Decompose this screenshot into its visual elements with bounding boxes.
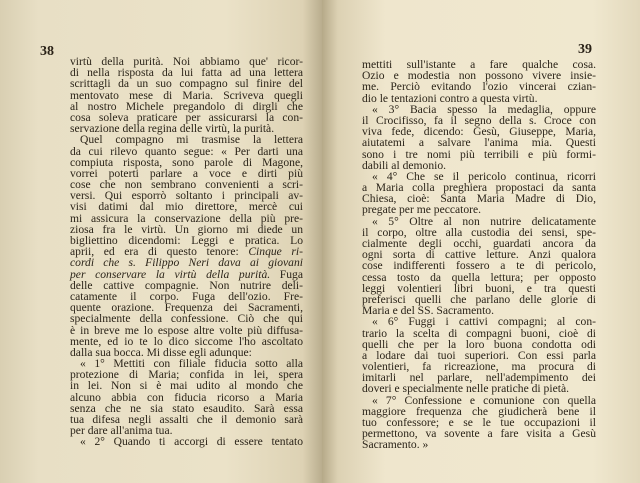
page-number-right: 39	[578, 42, 592, 57]
text-segment: mettiti sull'istante a fare qualche cosa.	[362, 58, 596, 71]
text-segment: pregate per me peccatore.	[362, 203, 482, 217]
text-segment: « 5° Oltre al non nutrire delicatamente	[372, 214, 596, 228]
text-segment: bigliettino dicendomi: Leggi e pratica. Lo	[70, 234, 303, 247]
text-segment: « 2° Quando ti accorgi di essere tentato	[80, 435, 303, 449]
text-segment: dalla sua bocca. Mi disse egli adunque:	[70, 345, 252, 359]
text-segment: « 7° Confessione e comunione con quella	[372, 393, 596, 407]
text-segment: visi datimi dal mio direttore, mercè cui	[70, 200, 303, 214]
text-segment: volentieri, fa ricreazione, ma procura di	[362, 360, 596, 374]
text-segment: virtù della purità. Noi abbiamo que' ricor-	[70, 55, 303, 68]
text-segment: per dare all'anima tua.	[70, 424, 173, 438]
text-segment: servazione della regina delle virtù, la purità.	[70, 122, 275, 136]
text-segment: « 4° Che se il pericolo continua, ricorri	[372, 169, 596, 183]
text-segment: sono i tre nomi più terribili e più formi-	[362, 147, 596, 161]
text-segment: trario la scelta di compagni buoni, cioè di	[362, 326, 596, 340]
text-segment: al nostro Michele pregandolo di dirgli che	[70, 99, 303, 113]
text-segment: doveri e specialmente nelle pratiche di pietà.	[362, 382, 569, 396]
text-segment: delle cattive compagnie. Non nutrire deli-	[70, 278, 303, 292]
text-segment: mi assicura la conservazione della più pre-	[70, 211, 303, 225]
text-segment: preferisci quelli che parlano delle glorie di	[362, 292, 596, 306]
text-segment: ogni sorta di cattive letture. Anzi qualora	[362, 248, 596, 262]
text-segment: a lodare dai tuoi superiori. Con essi parla	[362, 348, 596, 362]
text-segment: dio le tentazioni contro a questa virtù.	[362, 91, 538, 105]
text-segment: dabili al demonio.	[362, 158, 447, 172]
text-segment: « 3° Bacia spesso la medaglia, oppure	[372, 102, 596, 116]
text-segment: maggiore frequenza che giudicherà bene il	[362, 404, 596, 418]
text-segment: senza che ne sia stato esaudito. Sarà essa	[70, 401, 303, 415]
text-segment: cose indifferenti fossero a te di pericolo,	[362, 259, 596, 273]
text-segment: Chiesa, cioè: Santa Maria Madre di Dio,	[362, 192, 596, 206]
text-segment: vorrei poterti parlare a voce e dirti più	[70, 166, 303, 180]
text-segment: Ozio e modestia non possono vivere insie-	[362, 69, 596, 83]
text-segment: Quel compagno mi trasmise la lettera	[80, 133, 303, 147]
italic-text: cordi che s. Filippo Neri dava ai giovani	[70, 256, 303, 270]
text-segment: cialmente degli occhi, guardati ancora da	[362, 237, 596, 250]
text-segment: il Crocifisso, fa il segno della s. Croce con	[362, 113, 596, 127]
text-segment: alcuno abbia con fiducia ricorso a Maria	[70, 390, 303, 404]
text-segment: di nella risposta da lui fatta ad una lettera	[70, 66, 303, 80]
text-segment: versi. Qui esporrò soltanto i principali av-	[70, 189, 303, 203]
text-segment: quelli che per la loro buona condotta odi	[362, 337, 596, 351]
text-segment: mente, ed io te lo dico siccome l'ho ascoltato	[70, 334, 303, 348]
text-segment: quente orazione. Frequenza dei Sacramenti,	[70, 301, 303, 315]
text-segment: Maria e del SS. Sacramento.	[362, 304, 495, 318]
text-segment: « 1° Mettiti con filiale fiducia sotto alla	[80, 357, 303, 371]
text-segment: in lei. Non si è mai udito al mondo che	[70, 379, 303, 393]
text-segment: protezione di Maria; confida in lei, spera	[70, 368, 303, 382]
text-segment: il corpo, oltre alla custodia dei sensi, spe-	[362, 225, 596, 239]
text-segment: specialmente della confessione. Ciò che qui	[70, 312, 303, 326]
italic-text: Cinque ri-	[248, 245, 303, 259]
text-segment: mentovato mese di Maria. Scriveva quegli	[70, 88, 303, 102]
italic-text: per conservare la virtù della purità.	[70, 267, 271, 281]
text-segment: tua difesa negli assalti che il demonio sarà	[70, 413, 303, 426]
text-segment: tuo confessore; e se le tue occupazioni il	[362, 416, 596, 429]
text-segment: « 6° Fuggi i cattivi compagni; al con-	[372, 315, 596, 329]
text-segment: Fuga	[270, 267, 303, 281]
page-number-left: 38	[40, 44, 54, 59]
text-segment: cessa tosto da quella lettura; per opposto	[362, 270, 596, 284]
text-line	[70, 436, 303, 447]
text-segment: me. Perciò evitando l'ozio vincerai czian-	[362, 80, 596, 94]
text-segment: imitarli nel parlare, nell'adempimento dei	[362, 371, 596, 385]
left-page-body	[70, 56, 303, 448]
text-segment: leggi volentieri libri buoni, e tra questi	[362, 281, 596, 295]
text-segment: catamente il corpo. Fuga dell'ozio. Fre-	[70, 289, 303, 303]
text-segment: scrittagli da un suo compagno sul finire del	[70, 77, 303, 91]
right-page-body	[362, 59, 596, 451]
text-segment: aiutatemi a salvare l'anima mia. Questi	[362, 136, 596, 150]
text-segment: cose che non sembrano convenienti a scri-	[70, 178, 303, 192]
text-segment: Sacramento. »	[362, 438, 429, 452]
text-segment: viva fede, dicendo: Gesù, Giuseppe, Maria,	[362, 125, 596, 139]
text-segment: è in breve me lo espose altre volte più diffusa-	[70, 323, 303, 337]
text-segment: da cui rilevo quanto segue: « Per darti una	[70, 144, 303, 158]
text-segment: aprii, ed era di questo tenore:	[70, 245, 249, 259]
text-segment: a Maria colla preghiera propostaci da santa	[362, 181, 596, 195]
text-segment: ziosa fra le virtù. Un giorno mi diede un	[70, 222, 303, 236]
text-segment: cosa soleva praticare per assicurarsi la con-	[70, 110, 303, 124]
text-segment: permettono, va sovente a fare visita a Gesù	[362, 427, 596, 441]
text-segment: compiuta risposta, sono parole di Magone,	[70, 155, 303, 169]
text-line	[362, 439, 596, 450]
